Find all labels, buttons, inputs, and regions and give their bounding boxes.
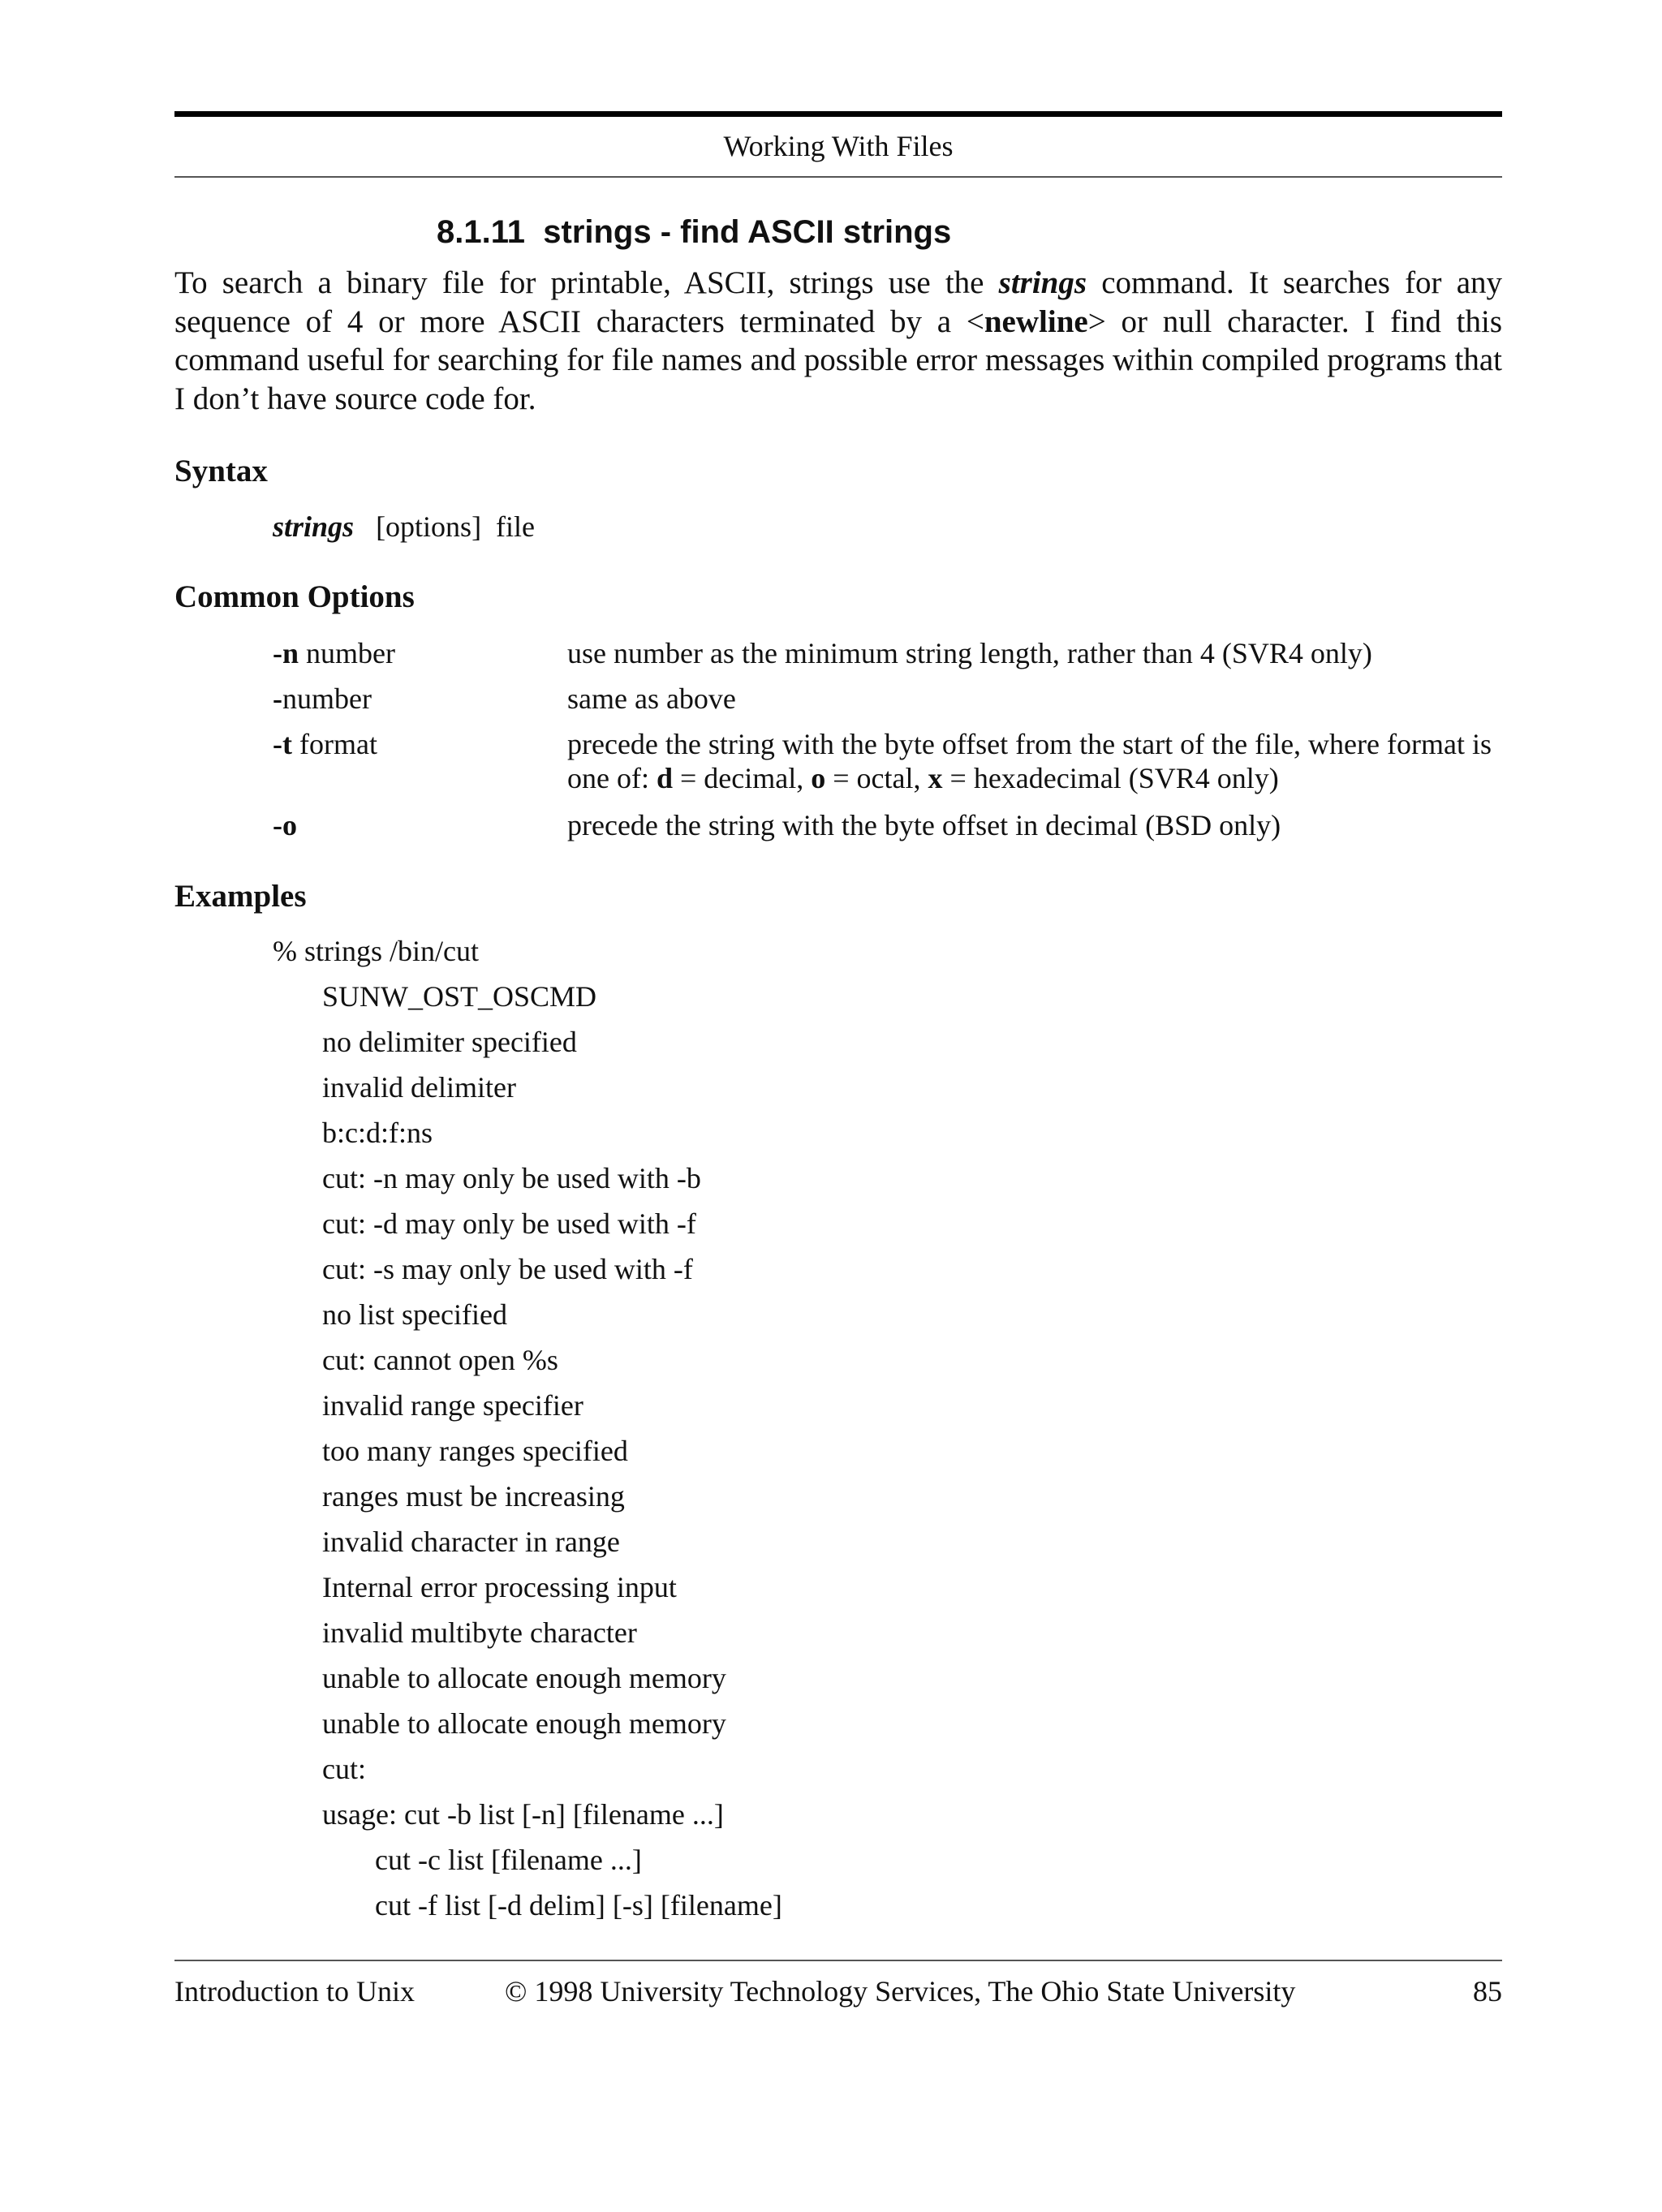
option-description: precede the string with the byte offset in decimal (BSD only)	[567, 809, 1281, 841]
format-code-o: o	[811, 762, 826, 794]
option-description-text: precede the string with the byte offset from the start of the file, where format is one of:	[567, 728, 1492, 794]
option-flag	[273, 726, 377, 762]
syntax-line	[273, 509, 535, 544]
example-output-line: cut: -d may only be used with -f	[322, 1207, 696, 1240]
option-flag	[273, 635, 395, 671]
format-code-d: d	[656, 762, 673, 794]
header-divider	[174, 176, 1502, 178]
option-description	[567, 727, 1501, 795]
example-output-line: no list specified	[322, 1298, 507, 1331]
intro-command: strings	[998, 265, 1087, 300]
option-flag-arg: number	[282, 682, 372, 715]
option-flag-arg: format	[291, 728, 377, 760]
option-flag-name: -	[273, 682, 282, 715]
example-output-line: unable to allocate enough memory	[322, 1662, 726, 1694]
section-heading	[437, 213, 951, 252]
example-usage-line: cut -f list [-d delim] [-s] [filename]	[375, 1889, 782, 1922]
footer-title: Introduction to Unix	[174, 1975, 415, 2008]
intro-paragraph	[174, 264, 1502, 418]
footer-copyright: © 1998 University Technology Services, The Ohio State University	[505, 1975, 1296, 2008]
option-flag-name: -n	[273, 637, 299, 669]
example-output-line: invalid multibyte character	[322, 1616, 637, 1649]
option-flag-arg: number	[299, 637, 395, 669]
option-description: same as above	[567, 682, 736, 715]
example-output-line: cut: -n may only be used with -b	[322, 1162, 701, 1194]
option-flag-name: -t	[273, 728, 292, 760]
syntax-args: [options] file	[354, 510, 536, 543]
option-flag	[273, 807, 297, 843]
example-output-line: cut:	[322, 1753, 366, 1785]
example-output-line: no delimiter specified	[322, 1026, 577, 1058]
format-text-d: = decimal,	[673, 762, 812, 794]
option-flag	[273, 681, 372, 717]
option-flag-name: -o	[273, 809, 297, 841]
common-options-heading: Common Options	[174, 579, 415, 614]
example-output-line: too many ranges specified	[322, 1435, 628, 1467]
syntax-heading: Syntax	[174, 454, 268, 488]
section-number: 8.1.11	[437, 214, 526, 250]
example-output-line: ranges must be increasing	[322, 1480, 625, 1513]
example-output-line: cut: -s may only be used with -f	[322, 1253, 693, 1285]
example-output-line: invalid delimiter	[322, 1071, 516, 1104]
option-description: use number as the minimum string length, rather than 4 (SVR4 only)	[567, 637, 1372, 669]
format-text-x: = hexadecimal (SVR4 only)	[942, 762, 1279, 794]
syntax-command: strings	[273, 510, 355, 543]
example-output-line: invalid character in range	[322, 1526, 620, 1558]
example-command: % strings /bin/cut	[273, 935, 479, 967]
section-title: strings - find ASCII strings	[543, 214, 952, 250]
examples-heading: Examples	[174, 879, 307, 914]
example-output-line: unable to allocate enough memory	[322, 1707, 726, 1740]
format-text-o: = octal,	[825, 762, 928, 794]
header-rule	[174, 111, 1502, 117]
intro-newline: newline	[984, 303, 1088, 339]
example-output-line: Internal error processing input	[322, 1571, 677, 1603]
page-number: 85	[1473, 1975, 1502, 2008]
example-output-line: usage: cut -b list [-n] [filename ...]	[322, 1798, 724, 1831]
example-output-line: SUNW_OST_OSCMD	[322, 980, 597, 1013]
intro-text-1: To search a binary file for printable, ASCII, strings use the	[174, 265, 999, 300]
intro-text-2: command. It searches for any sequence of 4 or more ASCII characters terminated by a <	[174, 265, 1503, 339]
footer-divider	[174, 1960, 1502, 1961]
running-head: Working With Files	[723, 130, 954, 162]
intro-text-3: > or null character. I find this command useful for searching for file names and possible error messages within compiled programs that I don’t have source code for.	[174, 303, 1502, 416]
example-usage-line: cut -c list [filename ...]	[375, 1844, 642, 1876]
example-output-line: b:c:d:f:ns	[322, 1117, 433, 1149]
example-output-line: cut: cannot open %s	[322, 1344, 558, 1376]
example-output-line: invalid range specifier	[322, 1389, 583, 1422]
format-code-x: x	[928, 762, 943, 794]
